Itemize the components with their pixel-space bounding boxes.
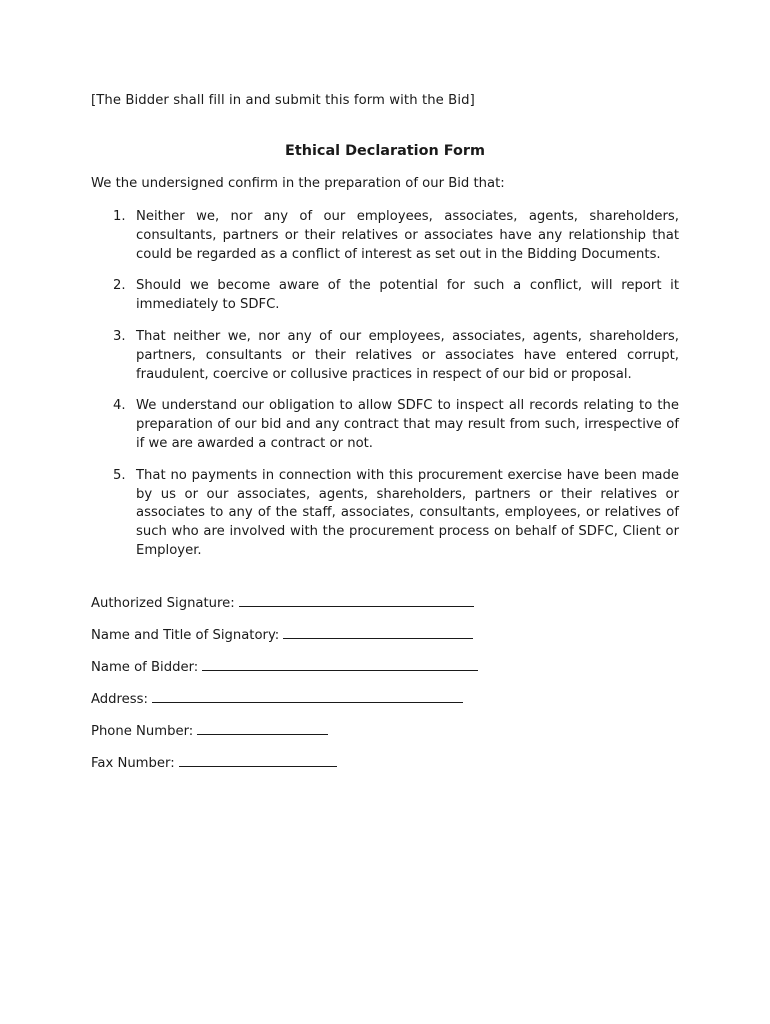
- page-title: Ethical Declaration Form: [285, 143, 485, 159]
- signature-block: [91, 594, 478, 786]
- bidder-blank[interactable]: [202, 658, 478, 671]
- form-instruction: [The Bidder shall fill in and submit this form with the Bid]: [91, 93, 475, 108]
- item-text: That neither we, nor any of our employees, associates, agents, shareholders, partners, consultants or their relatives or associates have entered corrupt, fraudulent, coercive or collusive practices in respect of our bid or proposal.: [136, 328, 679, 382]
- list-item: [91, 277, 679, 315]
- bidder-label: Name of Bidder:: [91, 660, 199, 675]
- fax-label: Fax Number:: [91, 756, 175, 771]
- list-item: [91, 208, 679, 264]
- declaration-list: [91, 208, 679, 561]
- intro-text: We the undersigned confirm in the preparation of our Bid that:: [91, 176, 505, 191]
- list-item: [91, 467, 679, 561]
- item-number: 1.: [113, 209, 126, 224]
- item-number: 4.: [113, 398, 126, 414]
- item-text: Should we become aware of the potential for such a conflict, will report it immediately to SDFC.: [136, 278, 679, 313]
- signature-field: [91, 594, 478, 626]
- item-text: We understand our obligation to allow SDFC to inspect all records relating to the preparation of our bid and any contract that may result from such, irrespective of if we are awarded a contract or not.: [136, 398, 679, 451]
- phone-label: Phone Number:: [91, 724, 194, 739]
- item-number: 2.: [113, 278, 126, 294]
- signatory-field: [91, 626, 478, 658]
- address-field: [91, 690, 478, 722]
- signatory-label: Name and Title of Signatory:: [91, 628, 280, 643]
- address-blank[interactable]: [152, 690, 463, 703]
- signature-label: Authorized Signature:: [91, 596, 235, 611]
- phone-field: [91, 722, 478, 754]
- phone-blank[interactable]: [197, 722, 328, 735]
- fax-field: [91, 754, 478, 786]
- fax-blank[interactable]: [179, 754, 337, 767]
- item-text: That no payments in connection with this procurement exercise have been made by us or our associates, agents, shareholders, partners or their relatives or associates to any of the staff, associates, consultants, employees, or relatives of such who are involved with the procurement process on behalf of SDFC, Client or Employer.: [136, 467, 679, 558]
- signatory-blank[interactable]: [283, 626, 473, 639]
- signature-blank[interactable]: [239, 594, 474, 607]
- item-number: 5.: [113, 467, 126, 483]
- item-text: Neither we, nor any of our employees, associates, agents, shareholders, consultants, partners or their relatives or associates have any relationship that could be regarded as a conflict of interest as set out in the Bidding Documents.: [136, 209, 679, 262]
- bidder-field: [91, 658, 478, 690]
- list-item: [91, 328, 679, 384]
- address-label: Address:: [91, 692, 148, 707]
- item-number: 3.: [113, 328, 126, 344]
- list-item: [91, 397, 679, 453]
